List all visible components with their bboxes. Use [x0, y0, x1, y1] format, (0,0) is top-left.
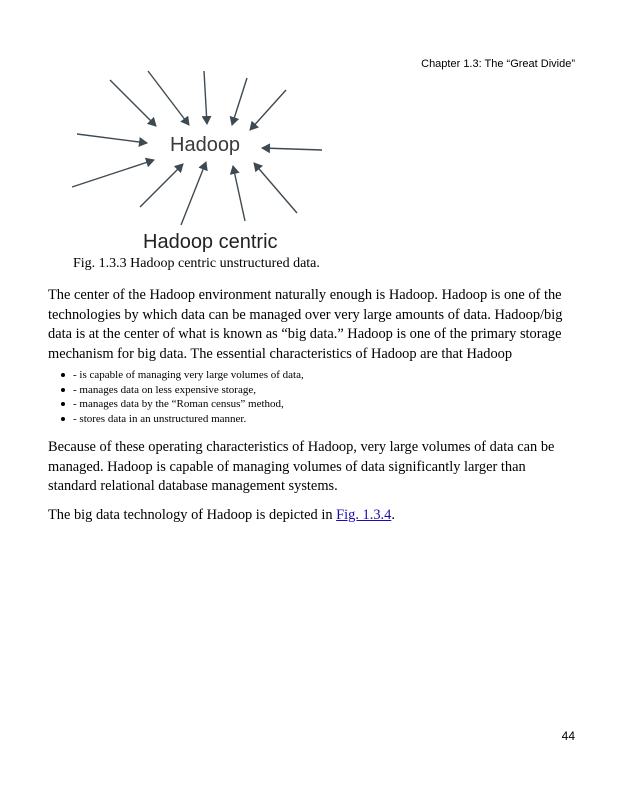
list-item: - stores data in an unstructured manner. — [48, 412, 304, 427]
arrow — [148, 71, 189, 125]
list-item: - manages data by the “Roman census” method, — [48, 397, 304, 412]
arrow — [181, 162, 206, 225]
arrow — [262, 148, 322, 150]
arrow — [232, 78, 247, 125]
figure-caption: Fig. 1.3.3 Hadoop centric unstructured data. — [73, 256, 320, 271]
characteristics-list — [48, 368, 304, 426]
reference-suffix: . — [391, 507, 395, 523]
arrow — [233, 166, 245, 221]
arrows-diagram — [0, 0, 617, 260]
running-header: Chapter 1.3: The “Great Divide” — [421, 58, 575, 70]
figure-title: Hadoop centric — [143, 231, 278, 253]
paragraph-figure-reference — [48, 506, 578, 526]
arrow — [250, 90, 286, 130]
figure-link[interactable]: Fig. 1.3.4 — [336, 507, 392, 523]
paragraph-characteristics: Because of these operating characteristics of Hadoop, very large volumes of data can be managed. Hadoop is capable of managing volumes of data significantly larger than standard relational database management systems. — [48, 439, 555, 494]
list-item: - manages data on less expensive storage, — [48, 383, 304, 398]
hadoop-center-label: Hadoop — [170, 134, 241, 156]
list-item: - is capable of managing very large volumes of data, — [48, 368, 304, 383]
page-number: 44 — [561, 729, 575, 743]
reference-prefix: The big data technology of Hadoop is depicted in — [48, 507, 337, 523]
arrow — [204, 71, 207, 124]
paragraph-intro: The center of the Hadoop environment naturally enough is Hadoop. Hadoop is one of the technologies by which data can be managed over very large amounts of data. Hadoop/big data is at the center of what is known as “big data.” Hadoop is one of the primary storage mechanism for big data. The essential characteristics of Hadoop are that Hadoop — [48, 287, 563, 362]
arrow — [77, 134, 147, 143]
arrow — [254, 163, 297, 213]
arrow — [110, 80, 156, 126]
arrow — [140, 164, 183, 207]
arrow — [72, 160, 154, 187]
